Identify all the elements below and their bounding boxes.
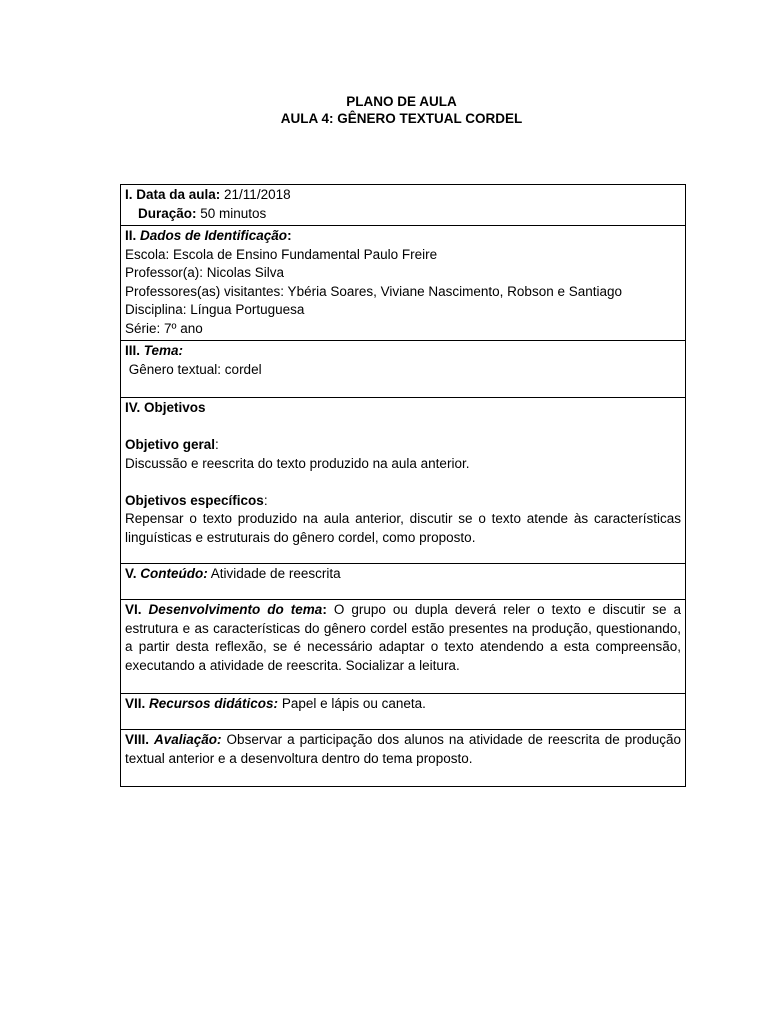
identification-subject: Disciplina: Língua Portuguesa	[125, 302, 305, 317]
duration-label: Duração:	[138, 205, 197, 221]
development-text: O grupo ou dupla deverá reler o texto e discutir se a estrutura e as características do gênero cordel estão presentes na produção, questionando, a partir desta reflexão, se é necessário adaptar o texto atendendo a esta compreensão, executando a atividade de reescrita. Socializar a leitura.	[125, 602, 681, 673]
row-date	[121, 185, 686, 226]
development-paragraph: VI. Desenvolvimento do tema: O grupo ou dupla deverá reler o texto e discutir se a estrutura e as características do gênero cordel estão presentes na produção, questionando, a partir desta reflexão, se é necessário adaptar o texto atendendo a esta compreensão, executando a atividade de reescrita. Socializar a leitura.	[125, 602, 681, 673]
row-resources	[121, 694, 686, 730]
content-line: V. Conteúdo: Atividade de reescrita	[125, 566, 341, 581]
cell-identification	[121, 226, 686, 341]
row-development	[121, 600, 686, 694]
date-line	[125, 186, 681, 205]
document-title: PLANO DE AULA	[346, 94, 457, 109]
cell-resources	[121, 694, 686, 730]
specific-objectives-text: Repensar o texto produzido na aula anterior, discutir se o texto atende às características linguísticas e estruturais do gênero cordel, como proposto.	[125, 511, 681, 545]
identification-teacher: Professor(a): Nicolas Silva	[125, 265, 285, 280]
row-content	[121, 564, 686, 600]
theme-heading: III. Tema:	[125, 343, 184, 358]
specific-objectives-heading: Objetivos específicos:	[125, 492, 268, 508]
identification-heading: II. Dados de Identificação:	[125, 228, 292, 243]
cell-content	[121, 564, 686, 600]
identification-school: Escola: Escola de Ensino Fundamental Paulo Freire	[125, 246, 438, 262]
cell-evaluation	[121, 730, 686, 787]
content-text: Atividade de reescrita	[207, 566, 341, 581]
cell-date	[121, 185, 686, 226]
date-value: 21/11/2018	[220, 187, 291, 202]
duration-line	[125, 205, 681, 224]
lesson-plan-table	[120, 184, 686, 787]
row-theme	[121, 341, 686, 398]
cell-objectives	[121, 398, 686, 564]
cell-development	[121, 600, 686, 694]
cell-theme	[121, 341, 686, 398]
row-objectives	[121, 398, 686, 564]
resources-text: Papel e lápis ou caneta.	[278, 696, 426, 711]
row-identification	[121, 226, 686, 341]
general-objective-heading: Objetivo geral:	[125, 437, 219, 452]
theme-text: Gênero textual: cordel	[125, 361, 262, 377]
resources-line: VII. Recursos didáticos: Papel e lápis ou caneta.	[125, 696, 426, 711]
objectives-heading: IV. Objetivos	[125, 400, 206, 415]
identification-grade: Série: 7º ano	[125, 320, 203, 336]
duration-value: 50 minutos	[196, 205, 267, 221]
row-evaluation	[121, 730, 686, 787]
document-subtitle: AULA 4: GÊNERO TEXTUAL CORDEL	[280, 111, 523, 126]
identification-visitors: Professores(as) visitantes: Ybéria Soares, Viviane Nascimento, Robson e Santiago	[125, 283, 623, 299]
evaluation-text: Observar a participação dos alunos na atividade de reescrita de produção textual anterior e a desenvoltura dentro do tema proposto.	[125, 732, 681, 766]
date-label: I. Data da aula:	[125, 187, 221, 202]
evaluation-paragraph: VIII. Avaliação: Observar a participação dos alunos na atividade de reescrita de produção textual anterior e a desenvoltura dentro do tema proposto.	[125, 732, 681, 766]
general-objective-text: Discussão e reescrita do texto produzido na aula anterior.	[125, 455, 470, 471]
